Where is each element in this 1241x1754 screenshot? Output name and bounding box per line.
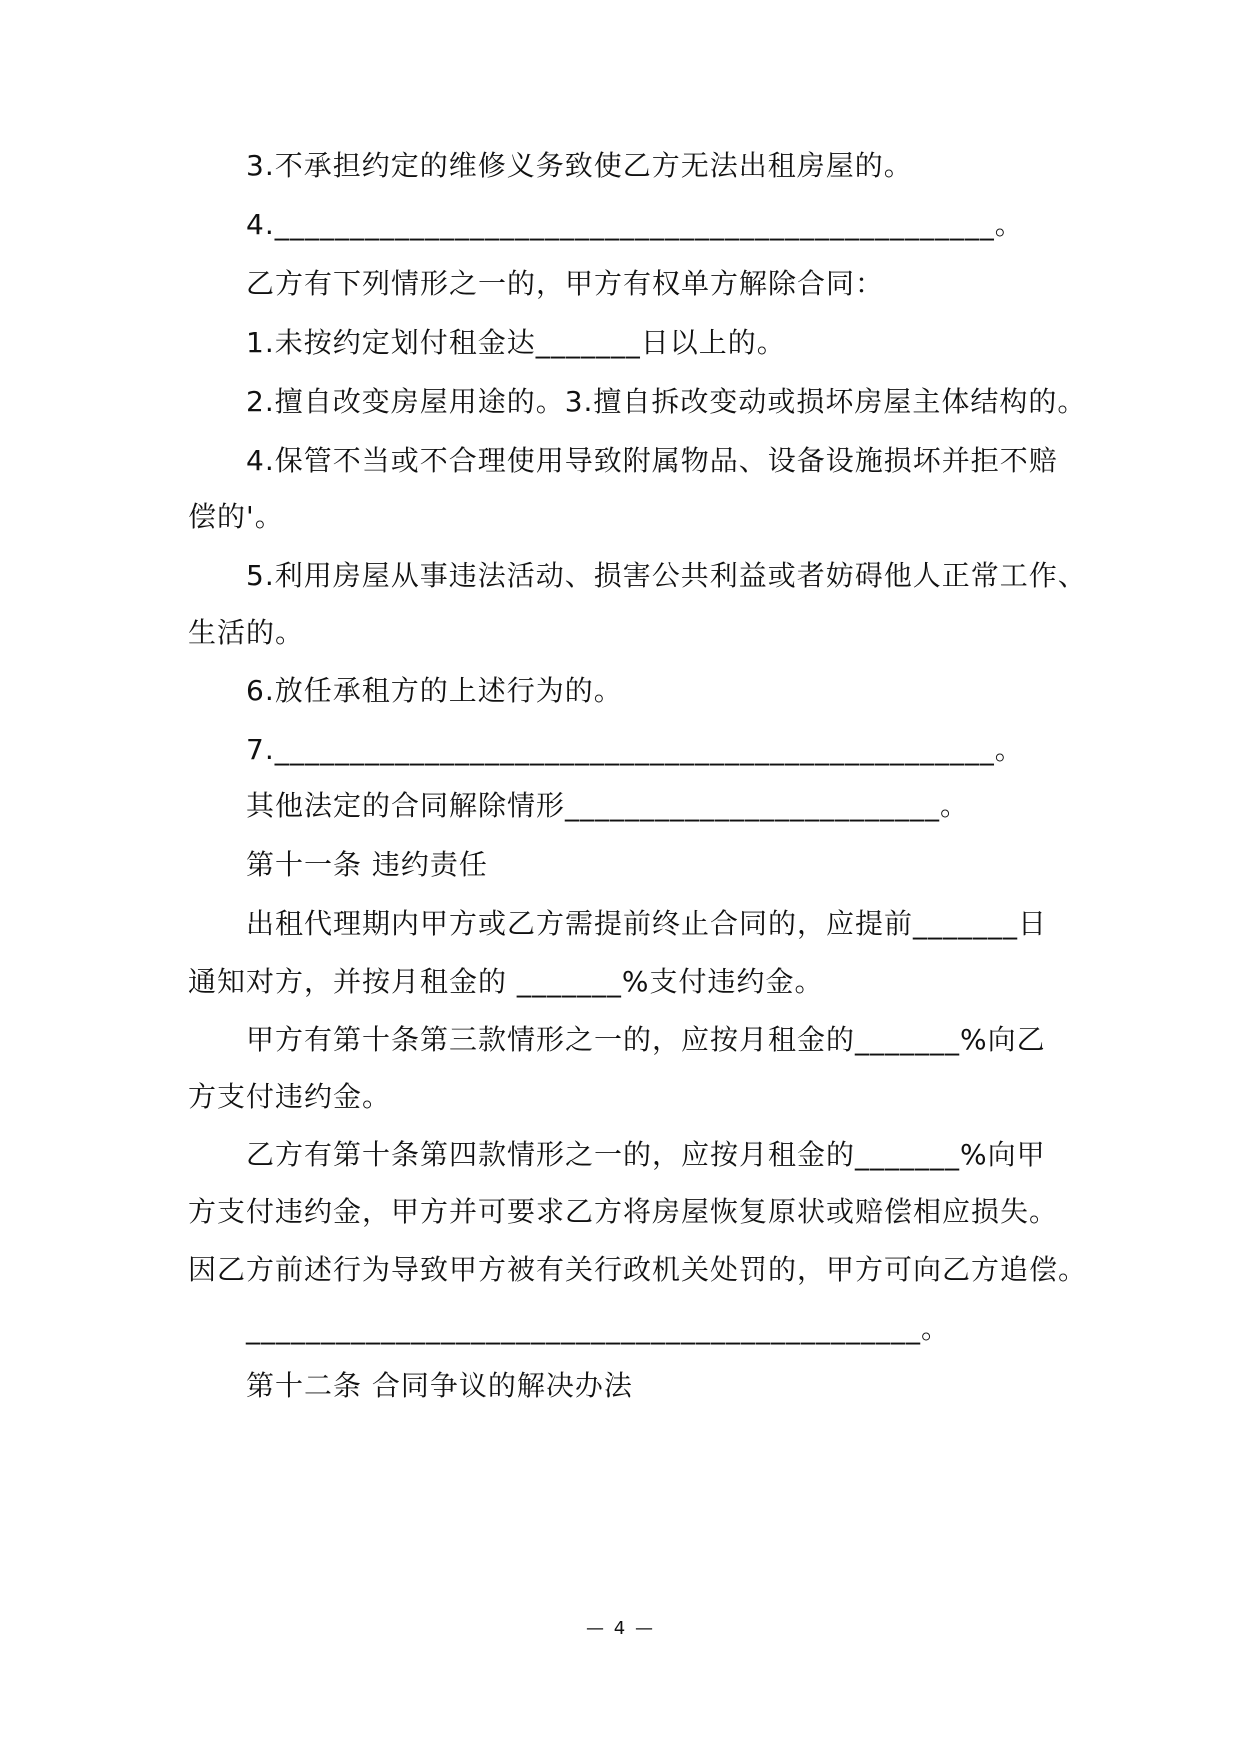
clause-line-continued: 因乙方前述行为导致甲方被有关行政机关处罚的，甲方可向乙方追偿。 (188, 1253, 1088, 1286)
clause-line: 出租代理期内甲方或乙方需提前终止合同的，应提前_______日 (246, 907, 1048, 940)
clause-line: 甲方有第十条第三款情形之一的，应按月租金的_______%向乙 (246, 1023, 1046, 1056)
clause-line-continued: 方支付违约金，甲方并可要求乙方将房屋恢复原状或赔偿相应损失。 (188, 1195, 1059, 1228)
clause-line: 5.利用房屋从事违法活动、损害公共利益或者妨碍他人正常工作、 (246, 559, 1087, 592)
clause-line: 6.放任承租方的上述行为的。 (246, 674, 623, 707)
clause-line: 4.保管不当或不合理使用导致附属物品、设备设施损坏并拒不赔 (246, 444, 1058, 477)
article-heading: 第十二条 合同争议的解决办法 (246, 1369, 633, 1402)
clause-line: 乙方有下列情形之一的，甲方有权单方解除合同： (246, 267, 885, 300)
blank-line: _____________________________________________。 (246, 1312, 951, 1345)
blank-line: 4.________________________________________________。 (246, 208, 1024, 241)
clause-line: 其他法定的合同解除情形_________________________。 (246, 789, 970, 822)
clause-line: 1.未按约定划付租金达_______日以上的。 (246, 326, 786, 359)
clause-line-continued: 偿的'。 (188, 500, 284, 533)
clause-line: 3.不承担约定的维修义务致使乙方无法出租房屋的。 (246, 149, 913, 182)
article-heading: 第十一条 违约责任 (246, 848, 488, 881)
clause-line: 2.擅自改变房屋用途的。3.擅自拆改变动或损坏房屋主体结构的。 (246, 385, 1087, 418)
blank-line: 7.________________________________________________。 (246, 733, 1024, 766)
clause-line: 乙方有第十条第四款情形之一的，应按月租金的_______%向甲 (246, 1138, 1046, 1171)
clause-line-continued: 方支付违约金。 (188, 1080, 392, 1113)
clause-line-continued: 通知对方，并按月租金的 _______%支付违约金。 (188, 965, 824, 998)
page-number: — 4 — (586, 1618, 655, 1639)
clause-line-continued: 生活的。 (188, 616, 305, 649)
